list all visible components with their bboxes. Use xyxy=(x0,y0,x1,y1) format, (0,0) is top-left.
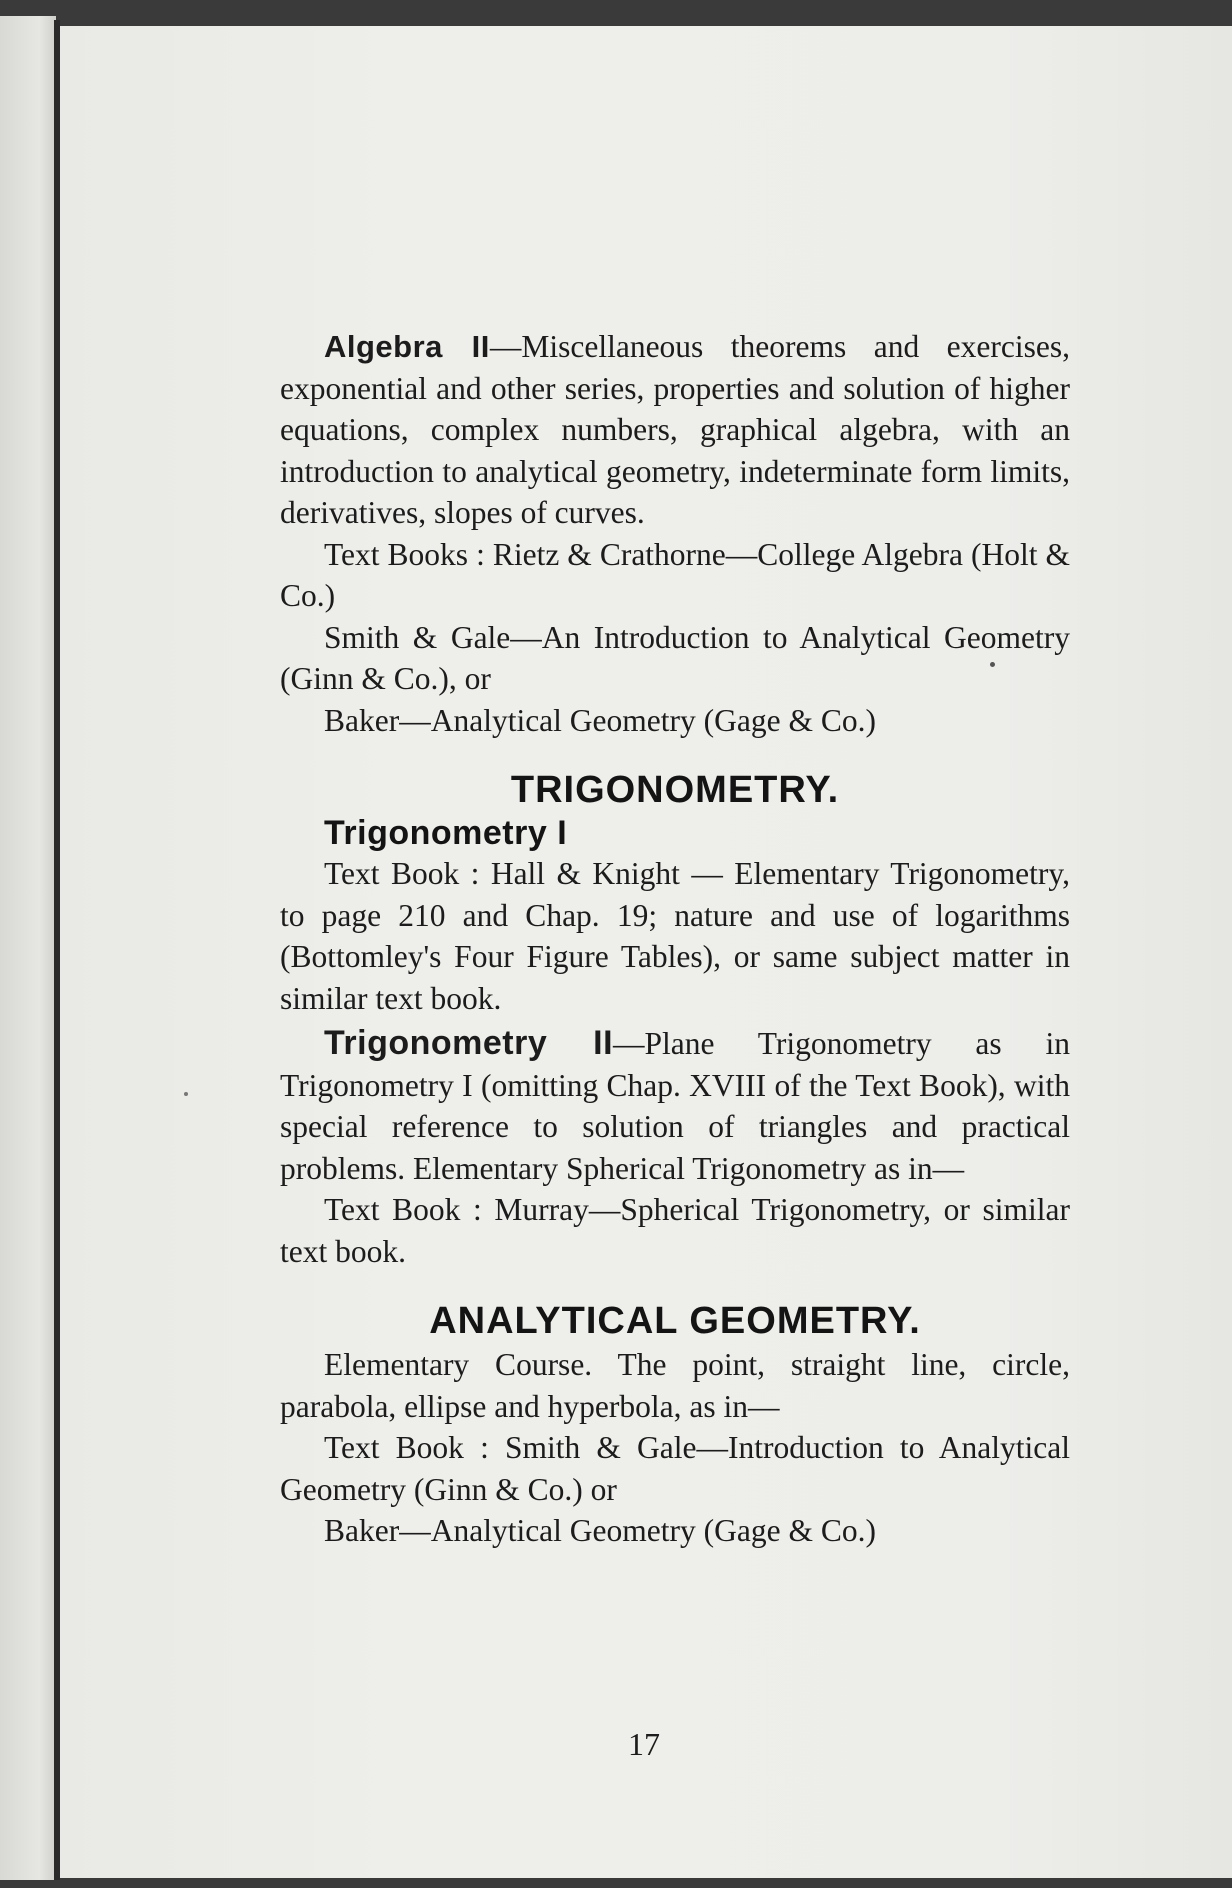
trigonometry-ii-text-book: Text Book : Murray—Spherical Trigonometry, or similar text book. xyxy=(280,1192,1070,1269)
analytical-geometry-heading: ANALYTICAL GEOMETRY. xyxy=(429,1300,921,1342)
analytical-geometry-text-book: Text Book : Smith & Gale—Introduction to Analytical Geometry (Ginn & Co.) or xyxy=(280,1430,1070,1507)
algebra-ii-text-books: Text Books : Rietz & Crathorne—College Algebra (Holt & Co.) xyxy=(280,536,1070,613)
trigonometry-heading: TRIGONOMETRY. xyxy=(510,769,840,811)
algebra-ii-paragraph xyxy=(280,326,1070,534)
page-sheet xyxy=(60,26,1232,1878)
algebra-ii-text-books-alt-1: Smith & Gale—An Introduction to Analytical Geometry (Ginn & Co.), or xyxy=(280,619,1070,696)
trigonometry-ii-lead: Trigonometry II xyxy=(324,1024,614,1062)
paper-speck xyxy=(184,1092,188,1096)
algebra-ii-description: —Miscellaneous theorems and exercises, exponential and other series, properties and solution of higher equations, complex numbers, graphical algebra, with an introduction to analytical geometry, indeterminate form limits, derivatives, slopes of curves. xyxy=(280,329,1070,530)
page-number-text: 17 xyxy=(628,1726,660,1762)
algebra-ii-lead: Algebra II xyxy=(324,329,490,364)
trigonometry-i-text: Text Book : Hall & Knight — Elementary Trigonometry, to page 210 and Chap. 19; nature and use of logarithms (Bottomley's Four Figure Tables), or same subject matter in similar text book. xyxy=(280,856,1070,1016)
trigonometry-ii-paragraph xyxy=(280,1023,1070,1189)
page-content xyxy=(280,326,1070,1552)
analytical-geometry-text-book-alt: Baker—Analytical Geometry (Gage & Co.) xyxy=(324,1513,876,1548)
analytical-geometry-course: Elementary Course. The point, straight line, circle, parabola, ellipse and hyperbola, as in— xyxy=(280,1347,1070,1424)
left-page-edge xyxy=(0,16,56,1880)
page-number xyxy=(60,1726,1232,1763)
algebra-ii-text-books-alt-2: Baker—Analytical Geometry (Gage & Co.) xyxy=(324,702,876,738)
trigonometry-i-heading: Trigonometry I xyxy=(324,814,568,852)
trigonometry-ii-text: —Plane Trigonometry as in Trigonometry I (omitting Chap. XVIII of the Text Book), with special reference to solution of triangles and practical problems. Elementary Spherical Trigonometry as in— xyxy=(280,1026,1070,1186)
